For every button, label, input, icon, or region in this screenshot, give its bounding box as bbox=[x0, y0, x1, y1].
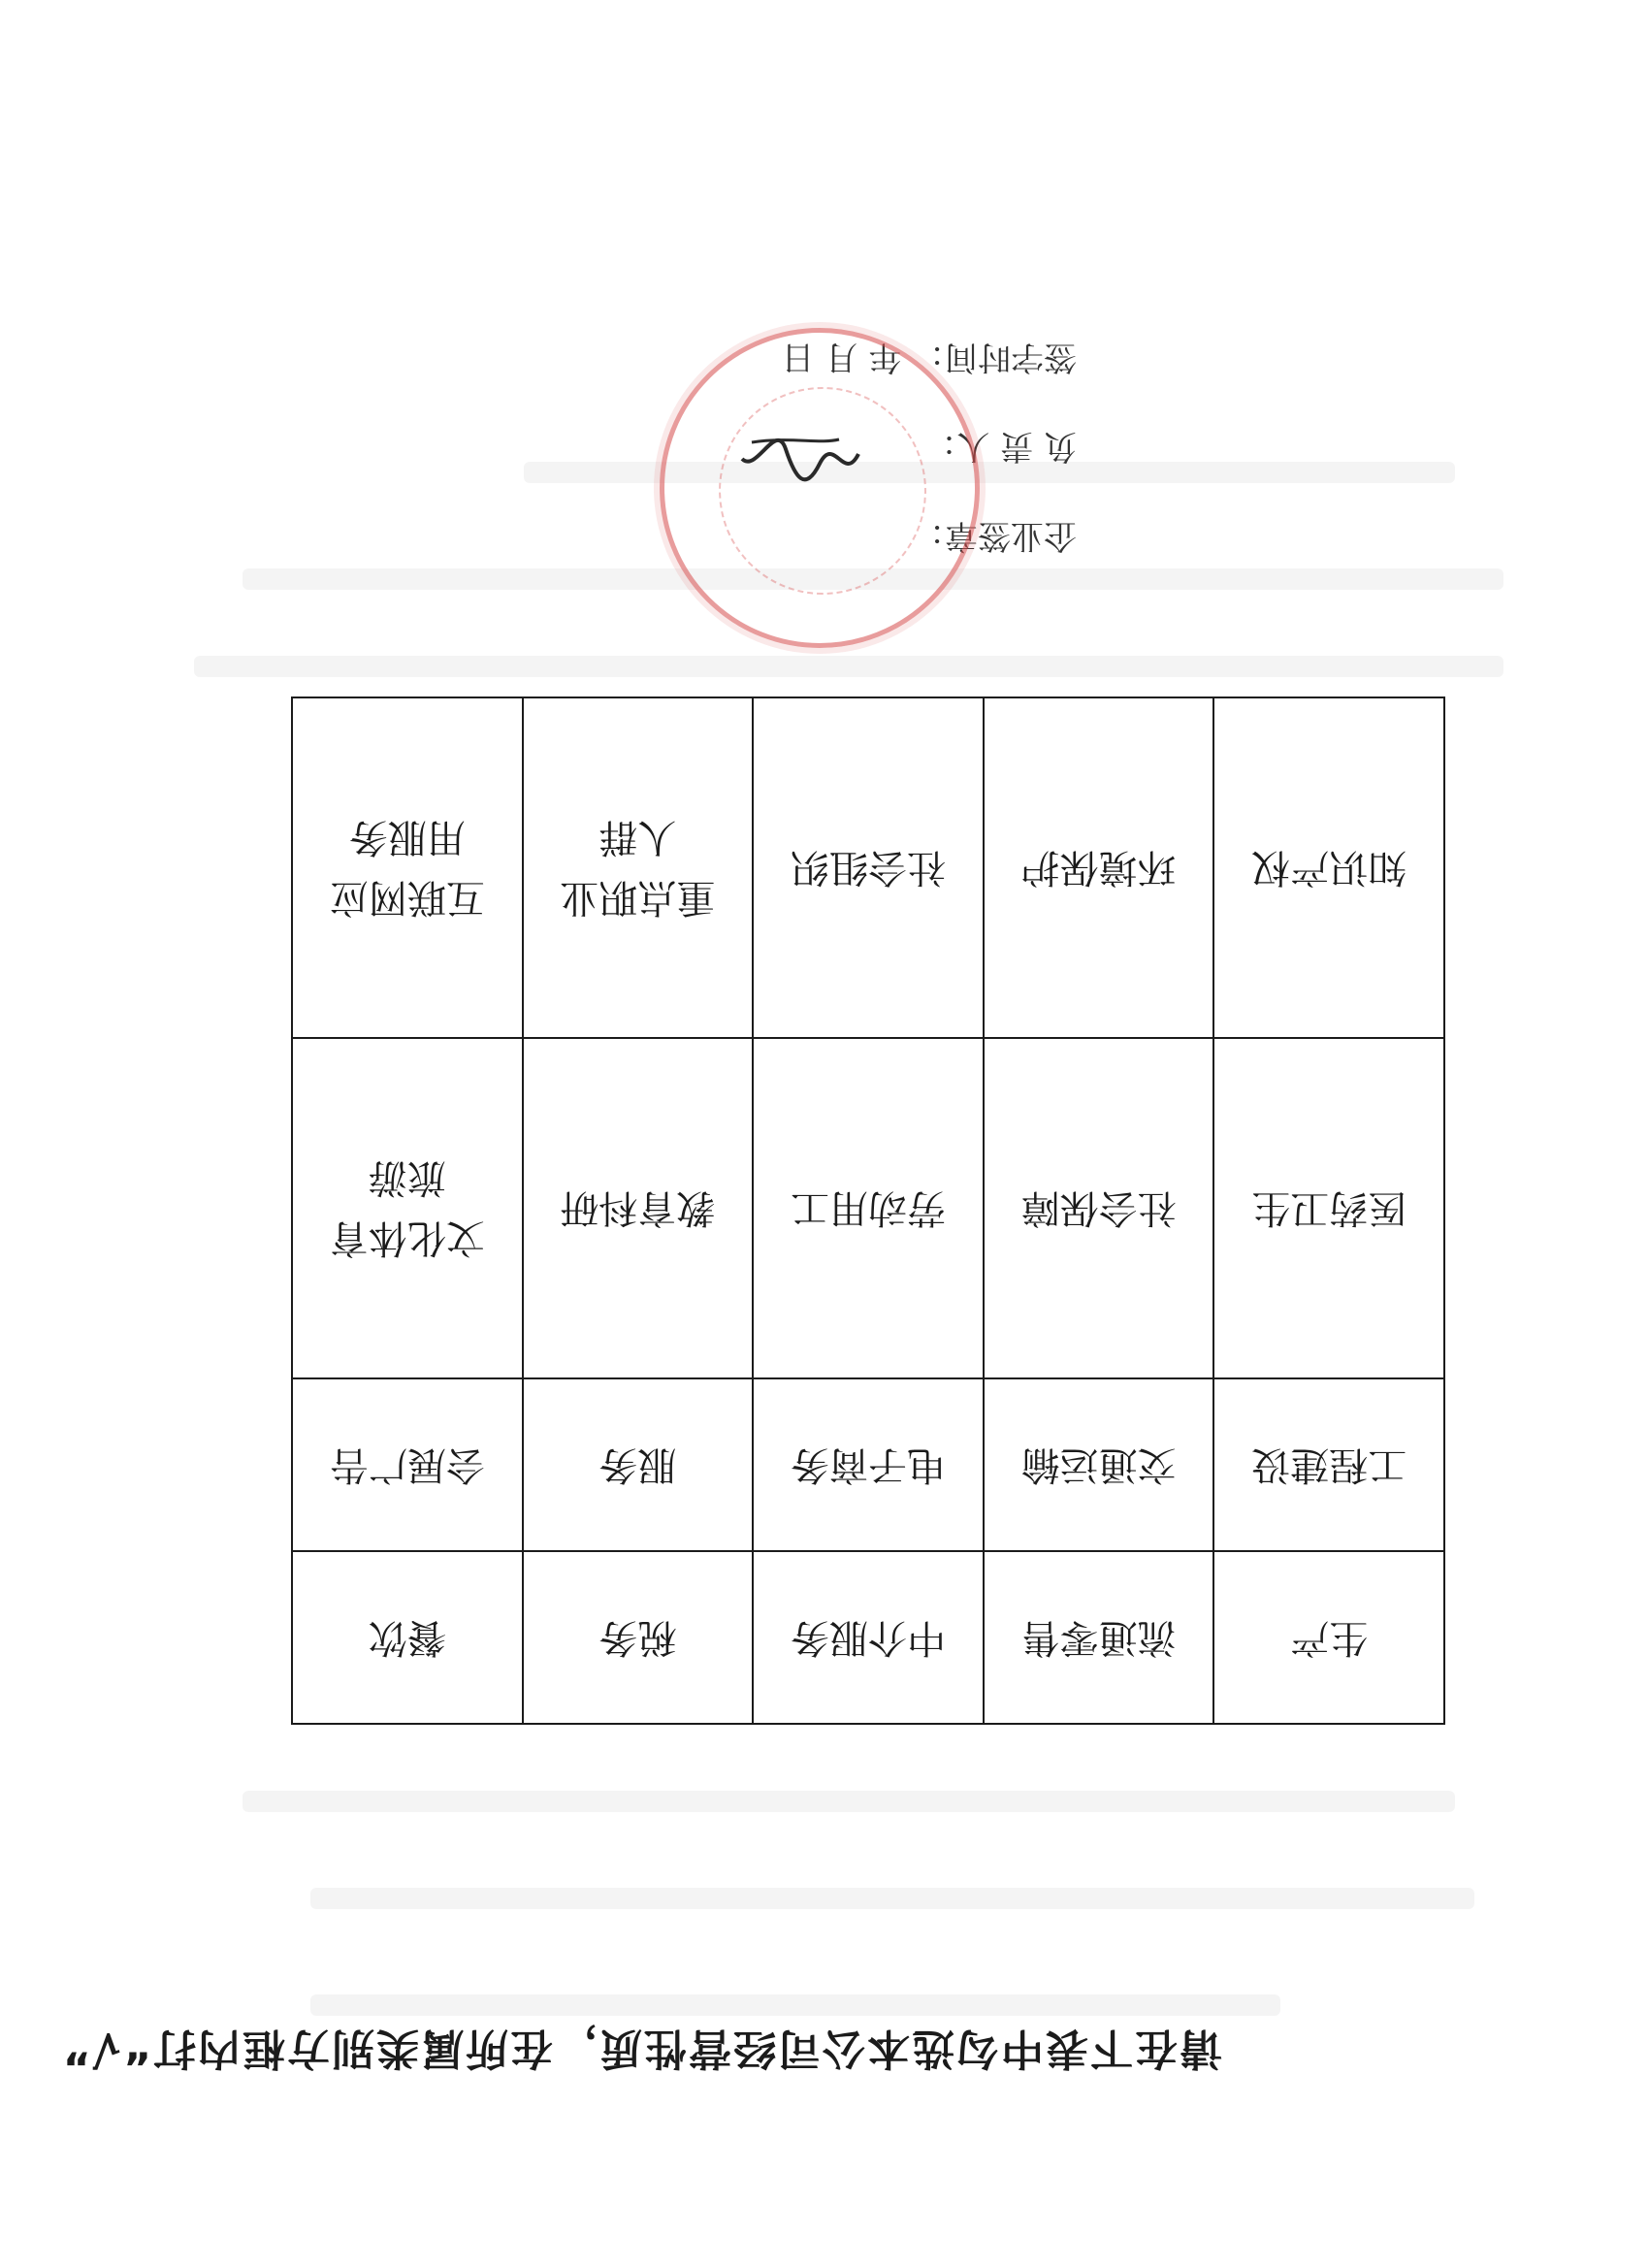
category-label: 教育科研 bbox=[560, 1185, 716, 1231]
handwritten-signature bbox=[732, 425, 868, 493]
category-label: 服务 bbox=[598, 1442, 677, 1487]
category-label: 互联网应 用服务 bbox=[329, 815, 485, 921]
category-cell[interactable] bbox=[523, 697, 754, 1038]
category-cell[interactable] bbox=[523, 1378, 754, 1551]
category-cell[interactable] bbox=[1213, 1038, 1444, 1378]
category-cell[interactable] bbox=[523, 1038, 754, 1378]
category-cell[interactable] bbox=[292, 1038, 523, 1378]
category-label: 税务 bbox=[598, 1614, 677, 1660]
responsible-person-label: 负 责 人： bbox=[923, 427, 1077, 466]
category-cell[interactable] bbox=[984, 1551, 1214, 1724]
category-label: 生产 bbox=[1290, 1614, 1369, 1660]
category-cell[interactable] bbox=[984, 1038, 1214, 1378]
category-label: 餐饮 bbox=[368, 1614, 446, 1660]
business-type-table bbox=[291, 697, 1445, 1725]
table-row bbox=[292, 697, 1444, 1038]
category-cell[interactable] bbox=[292, 697, 523, 1038]
category-cell[interactable] bbox=[984, 1378, 1214, 1551]
category-label: 知识产权 bbox=[1251, 845, 1407, 891]
category-cell[interactable] bbox=[1213, 1378, 1444, 1551]
category-cell[interactable] bbox=[753, 697, 984, 1038]
instruction-text: 请在下表中勾选本公司经营性质，在所属类别方框内打“√” bbox=[60, 2024, 1222, 2073]
category-label: 中介服务 bbox=[791, 1614, 947, 1660]
category-label: 社会保障 bbox=[1020, 1185, 1177, 1231]
category-cell[interactable] bbox=[984, 697, 1214, 1038]
company-seal-label: 企业签章： bbox=[912, 516, 1077, 555]
category-cell[interactable] bbox=[753, 1038, 984, 1378]
category-label: 流通零售 bbox=[1020, 1614, 1177, 1660]
category-label: 劳动用工 bbox=[791, 1185, 947, 1231]
category-label: 社会组织 bbox=[791, 845, 947, 891]
table-row bbox=[292, 1551, 1444, 1724]
category-label: 电子商务 bbox=[791, 1442, 947, 1487]
category-cell[interactable] bbox=[753, 1551, 984, 1724]
category-cell[interactable] bbox=[523, 1551, 754, 1724]
category-label: 重点职业 人群 bbox=[560, 815, 716, 921]
category-label: 文化体育 旅游 bbox=[329, 1155, 485, 1261]
category-cell[interactable] bbox=[1213, 697, 1444, 1038]
table-row bbox=[292, 1378, 1444, 1551]
category-label: 环境保护 bbox=[1020, 845, 1177, 891]
category-label: 工程建设 bbox=[1251, 1442, 1407, 1487]
table-row bbox=[292, 1038, 1444, 1378]
category-cell[interactable] bbox=[292, 1378, 523, 1551]
category-cell[interactable] bbox=[753, 1378, 984, 1551]
category-cell[interactable] bbox=[1213, 1551, 1444, 1724]
category-label: 交通运输 bbox=[1020, 1442, 1177, 1487]
category-cell[interactable] bbox=[292, 1551, 523, 1724]
signing-date-label: 签字时间： 年 月 日 bbox=[781, 338, 1077, 376]
category-label: 会展广告 bbox=[329, 1442, 485, 1487]
category-label: 医药卫生 bbox=[1251, 1185, 1407, 1231]
